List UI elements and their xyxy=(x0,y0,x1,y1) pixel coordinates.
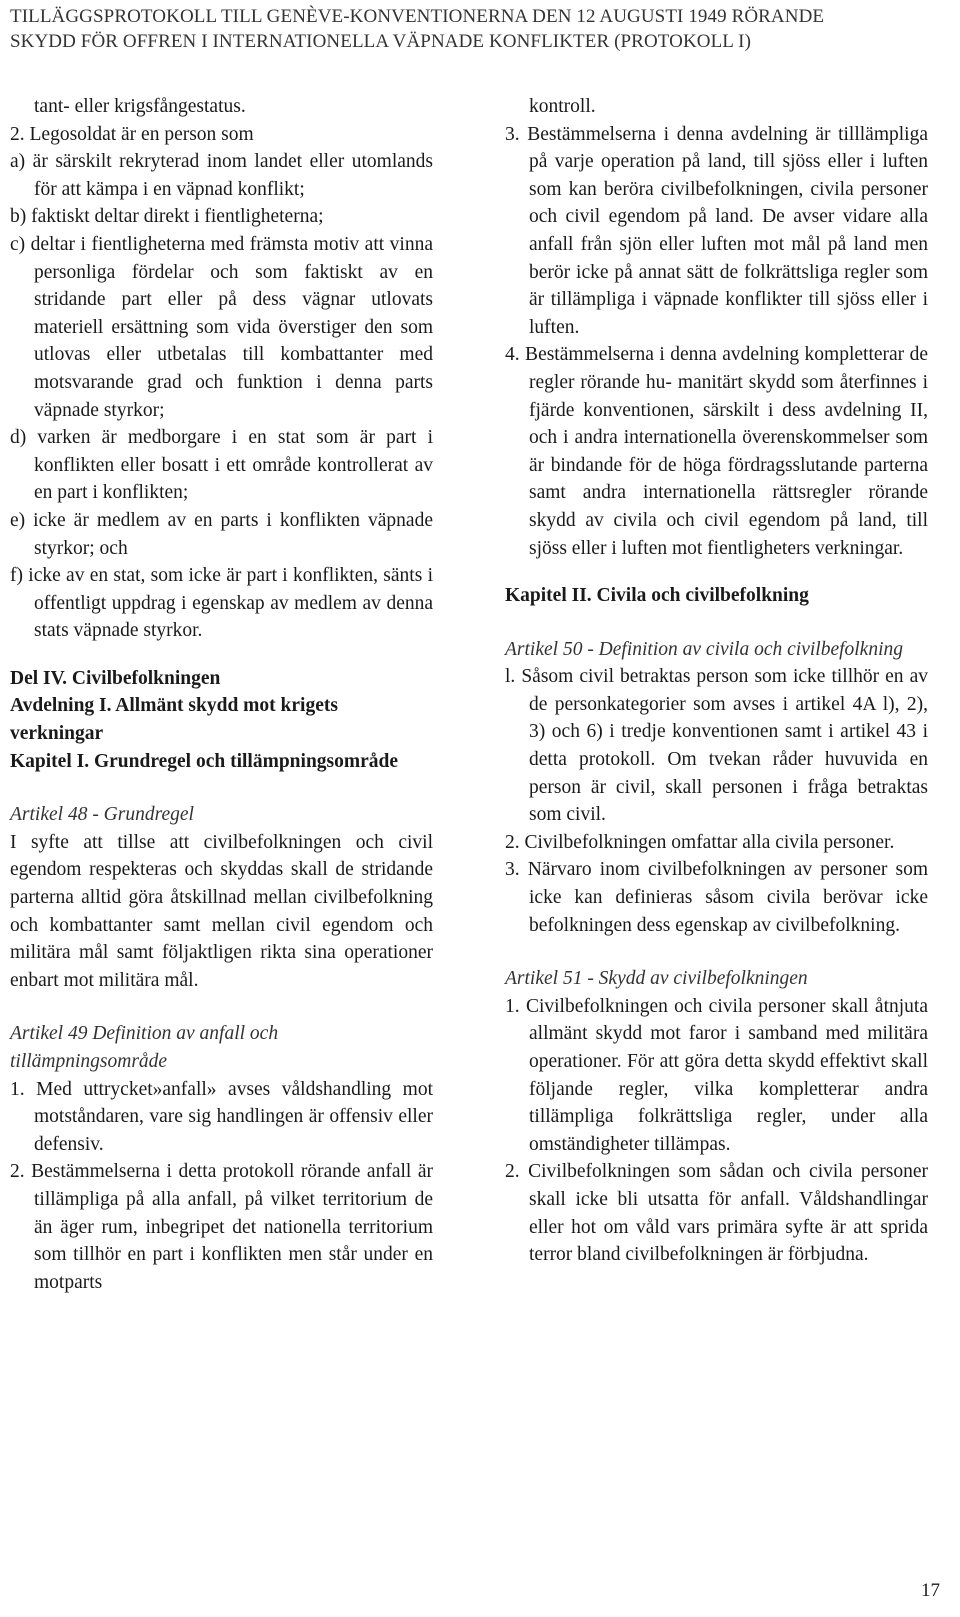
article-51-paragraph-2: 2. Civilbefolkningen som sådan och civila personer skall icke bli utsatta för anfall. Våldshandlingar eller hot om våld vars primära syfte är att sprida terror bland civilbefolkningen är förbjudna. xyxy=(505,1161,928,1266)
header-line-2: SKYDD FÖR OFFREN I INTERNATIONELLA VÄPNADE KONFLIKTER (PROTOKOLL I) xyxy=(10,31,752,52)
article-50-paragraph-2: 2. Civilbefolkningen omfattar alla civila personer. xyxy=(505,831,895,853)
article-49-paragraph-2: 2. Bestämmelserna i detta protokoll rörande anfall är tillämpliga på alla anfall, på vilket territorium de än äger rum, inbegripet det nationella territorium som tillhör en part i konflikten men står under en motparts xyxy=(10,1161,433,1293)
article-49-paragraph-4: 4. Bestämmelserna i denna avdelning kompletterar de regler rörande hu- manitärt skydd som återfinnes i fjärde konventionen, särskilt i dess avdelning II, och i andra internationella överenskommelser som är bindande för de höga fördragsslutande parterna samt andra internationella rättsregler rörande skydd av civila och civil egendom på land, till sjöss eller i luften mot fientligheters verkningar. xyxy=(505,344,928,559)
article-50-paragraph-1: l. Såsom civil betraktas person som icke tillhör en av de personkategorier som avses i artikel 4A l), 2), 3) och 6) i tredje konventionen samt i artikel 43 i detta protokoll. Om tvekan råder huvuvida en person är civil, skall personen i fråga betraktas som civil. xyxy=(505,666,928,826)
article-48-text: I syfte att tillse att civilbefolkningen och civil egendom respekteras och skyddas skall de stridande parterna alltid göra åtskillnad mellan civilbefolkning och kombattanter samt mellan civil egendom och militära mål samt följaktligen rikta sina operationer enbart mot militära mål. xyxy=(10,831,433,991)
list-item-c: c) deltar i fientligheterna med främsta motiv att vinna personliga fördelar och som faktiskt av en stridande part eller på dess vägnar utlovats materiell ersättning som vida överstiger den som utlovas eller utbetalas till kombattanter med motsvarande grad och funktion i denna parts väpnade styrkor; xyxy=(10,233,433,421)
heading-kapitel-i: Kapitel I. Grundregel och tillämpningsområde xyxy=(10,750,399,772)
running-header xyxy=(10,4,955,54)
header-line-1: TILLÄGGSPROTOKOLL TILL GENÈVE-KONVENTIONERNA DEN 12 AUGUSTI 1949 RÖRANDE xyxy=(10,6,825,27)
page-number: 17 xyxy=(921,1580,940,1601)
heading-kapitel-ii: Kapitel II. Civila och civilbefolkning xyxy=(505,585,809,607)
left-column xyxy=(10,93,433,1296)
list-item-b: b) faktiskt deltar direkt i fientligheterna; xyxy=(10,206,324,228)
right-column xyxy=(505,93,928,1269)
article-49-paragraph-1: 1. Med uttrycket»anfall» avses våldshandling mot motståndaren, vare sig handlingen är offensiv eller defensiv. xyxy=(10,1078,433,1155)
list-item-a: a) är särskilt rekryterad inom landet eller utomlands för att kämpa i en väpnad konflikt; xyxy=(10,151,433,200)
heading-avdelning-i: Avdelning I. Allmänt skydd mot krigets verkningar xyxy=(10,695,338,745)
continuation-line: kontroll. xyxy=(529,96,596,117)
list-item-f: f) icke av en stat, som icke är part i konflikten, sänts i offentligt uppdrag i egenskap av medlem av denna stats väpnade styrkor. xyxy=(10,565,433,642)
article-50-title: Artikel 50 - Definition av civila och civilbefolkning xyxy=(505,638,904,660)
list-item-e: e) icke är medlem av en parts i konflikten väpnade styrkor; och xyxy=(10,509,433,559)
article-51-title: Artikel 51 - Skydd av civilbefolkningen xyxy=(505,968,808,990)
article-50-paragraph-3: 3. Närvaro inom civilbefolkningen av personer som icke kan definieras såsom civila berövar icke befolkningen dess egenskap av civilbefolkning. xyxy=(505,859,928,936)
article-49-paragraph-3: 3. Bestämmelserna i denna avdelning är tilllämpliga på varje operation på land, till sjöss eller i luften som kan beröra civilbefolkningen, civila personer och civil egendom på land. De avser vidare alla anfall från sjön eller luften mot mål på land men berör icke på annat sätt de folkrättsliga regler som är tillämpliga i väpnade konflikter till sjöss eller i luften. xyxy=(505,123,928,338)
continuation-line: tant- eller krigsfångestatus. xyxy=(34,96,246,117)
list-item-d: d) varken är medborgare i en stat som är part i konflikten eller bosatt i ett område kontrollerat av en part i konflikten; xyxy=(10,427,433,504)
article-49-title: Artikel 49 Definition av anfall och tillämpningsområde xyxy=(10,1023,279,1072)
heading-del-iv: Del IV. Civilbefolkningen xyxy=(10,667,221,689)
paragraph-2-intro: 2. Legosoldat är en person som xyxy=(10,123,254,145)
article-48-title: Artikel 48 - Grundregel xyxy=(10,804,194,826)
article-51-paragraph-1: 1. Civilbefolkningen och civila personer skall åtnjuta allmänt skydd mot faror i samband med militära operationer. För att göra detta skydd effektivt skall följande regler, vilka kompletterar andra tillämpliga folkrättsliga regler, under alla omständigheter tillämpas. xyxy=(505,995,928,1155)
